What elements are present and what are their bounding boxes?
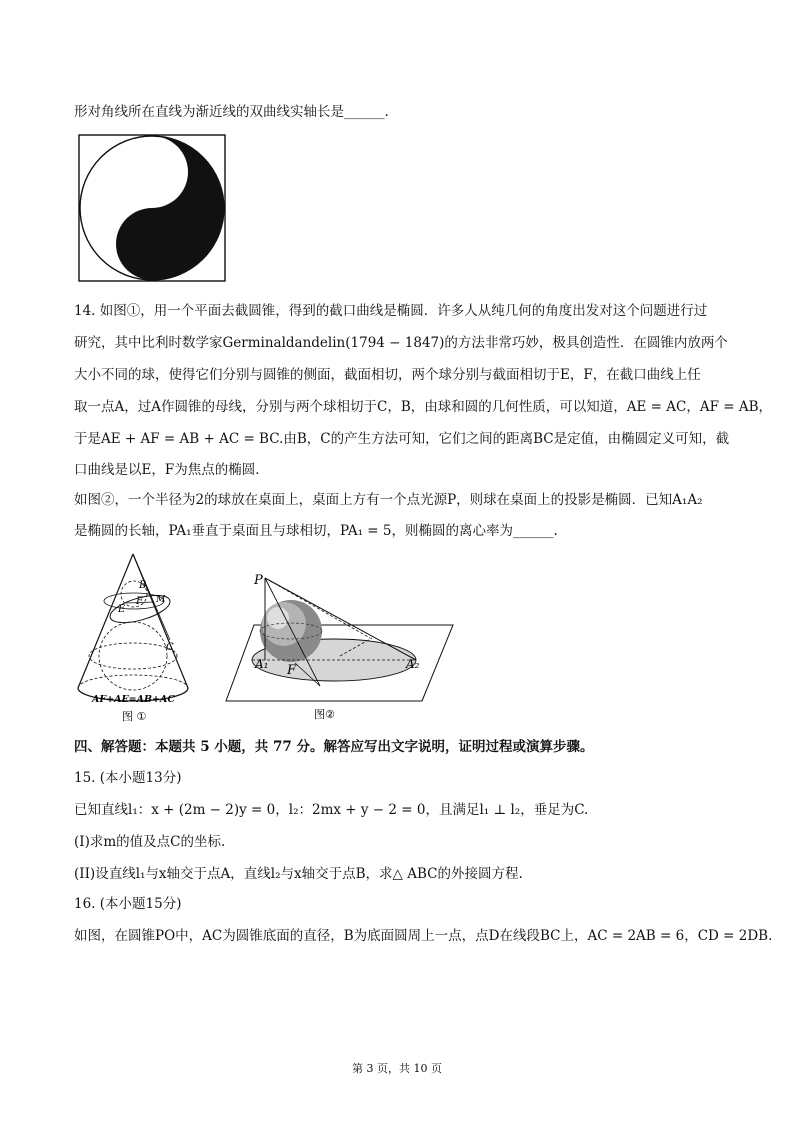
cone-label-b: B: [139, 580, 147, 591]
q14-line-8: 是椭圆的长轴，PA₁垂直于桌面且与球相切，PA₁ = 5，则椭圆的离心率为______.: [74, 523, 558, 539]
q14-line-3: 大小不同的球，使得它们分别与圆锥的侧面，截面相切，两个球分别与截面相切于E，F，在截口曲线上任: [74, 367, 701, 383]
fig2-label-a2: A₂: [406, 657, 420, 671]
fig2-label-f: F: [287, 663, 297, 678]
q16-line-1: 如图，在圆锥PO中，AC为圆锥底面的直径，B为底面圆周上一点，点D在线段BC上，AC = 2AB = 6，CD = 2DB.: [74, 928, 773, 944]
taiji-figure: [78, 134, 228, 284]
q15-line-2: (I)求m的值及点C的坐标.: [74, 834, 226, 850]
sphere-projection-figure: [222, 568, 458, 728]
cone-label-e: E: [118, 604, 126, 615]
q14-line-6: 口曲线是以E，F为焦点的椭圆．: [74, 462, 269, 478]
q14-line-4: 取一点A，过A作圆锥的母线，分别与两个球相切于C，B，由球和圆的几何性质，可以知道，AE = AC，AF = AB，: [74, 399, 773, 415]
q15-title: 15. (本小题13分): [74, 770, 182, 786]
cone-label-f: F: [136, 596, 143, 607]
q15-line-3: (II)设直线l₁与x轴交于点A，直线l₂与x轴交于点B，求△ ABC的外接圆方程.: [74, 866, 523, 882]
fig2-caption: 图②: [314, 708, 335, 721]
cone-formula: AF+AE=AB+AC: [92, 694, 175, 705]
q14-line-2: 研究，其中比利时数学家Germinaldandelin(1794 − 1847)的方法非常巧妙，极具创造性．在圆锥内放两个: [74, 335, 728, 351]
fig2-label-a1: A₁: [255, 657, 269, 671]
q13-text: 形对角线所在直线为渐近线的双曲线实轴长是______.: [74, 104, 389, 120]
q14-line-1: 14. 如图①，用一个平面去截圆锥，得到的截口曲线是椭圆．许多人从纯几何的角度出发对这个问题进行过: [74, 303, 708, 319]
fig1-caption: 图 ①: [122, 710, 147, 723]
section-4-heading: 四、解答题：本题共 5 小题，共 77 分。解答应写出文字说明，证明过程或演算步骤。: [74, 739, 594, 755]
q15-line-1: 已知直线l₁：x + (2m − 2)y = 0，l₂：2mx + y − 2 = 0，且满足l₁ ⊥ l₂，垂足为C.: [74, 802, 589, 818]
cone-figure: [70, 548, 220, 728]
page-footer: 第 3 页，共 10 页: [352, 1062, 442, 1075]
q14-line-7: 如图②，一个半径为2的球放在桌面上，桌面上方有一个点光源P，则球在桌面上的投影是椭圆．已知A₁A₂: [74, 492, 703, 508]
cone-label-c: C: [166, 642, 174, 653]
cone-label-m: M: [156, 595, 166, 605]
fig2-label-p: P: [254, 573, 263, 588]
q14-line-5: 于是AE + AF = AB + AC = BC.由B，C的产生方法可知，它们之间的距离BC是定值，由椭圆定义可知，截: [74, 431, 730, 447]
q16-title: 16. (本小题15分): [74, 896, 182, 912]
